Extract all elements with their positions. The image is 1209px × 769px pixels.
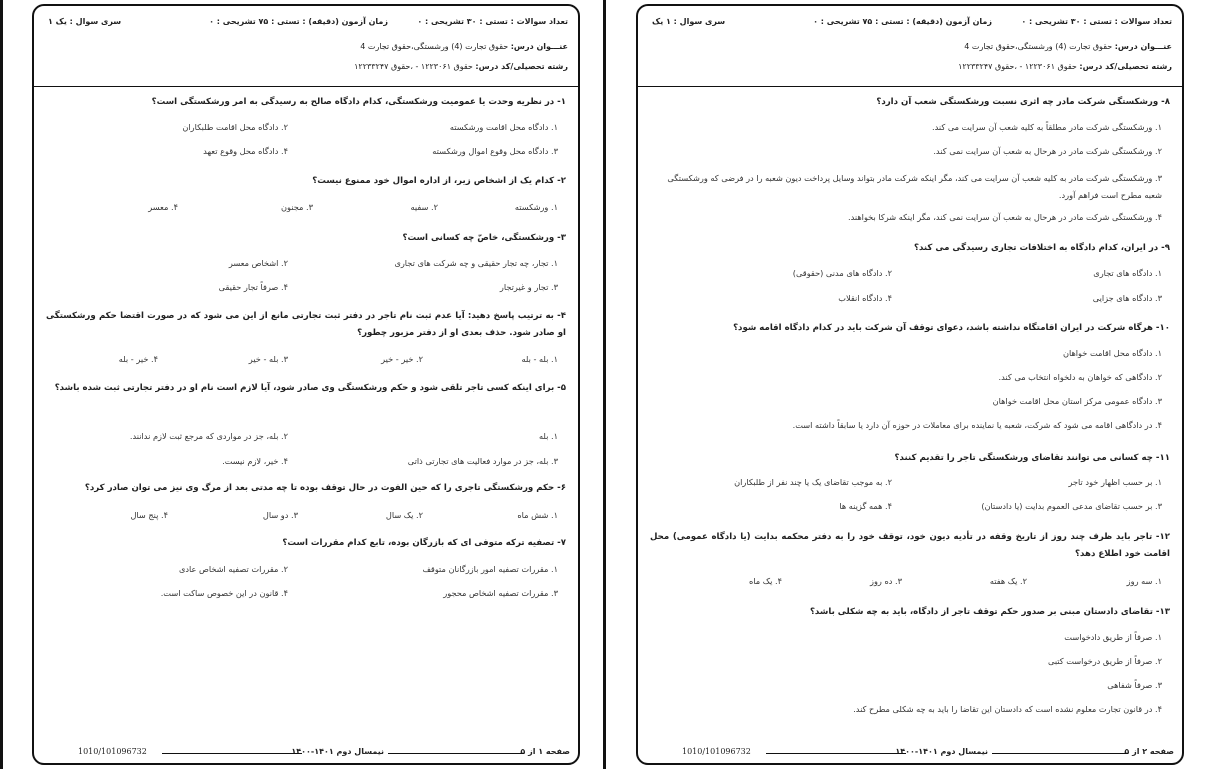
option: ۱. دادگاه های تجاری: [1093, 268, 1162, 278]
option: ۴. خیر - بله: [118, 354, 158, 364]
option: ۴. در قانون تجارت معلوم نشده است که دادستان این تقاضا را باید به چه شکلی مطرح کند.: [853, 704, 1162, 714]
field-code: [354, 62, 568, 71]
option: ۴. دادگاه انقلاب: [838, 293, 892, 303]
option: ۴. ورشکستگی شرکت مادر در هرحال به شعب آن سرایت نمی کند، مگر اینکه شرکا بخواهند.: [847, 212, 1162, 222]
course-title-key: عنـــوان درس:: [510, 42, 568, 51]
option: ۳. دو سال: [262, 510, 298, 520]
option: ۱. بر حسب اظهار خود تاجر: [1068, 477, 1162, 487]
option: ۱. ورشکسته: [514, 202, 558, 212]
question-text: ۱۲- تاجر باید ظرف چند روز از تاریخ وقفه در تأدیه دیون خود، توقف خود را به دفتر محکمه بدایت (یا دادگاه عمومی) محل اقامت خود اطلاع دهد؟: [650, 532, 1170, 559]
option: ۲. مقررات تصفیه اشخاص عادی: [178, 564, 288, 574]
option: ۲. دادگاه های مدنی (حقوقی): [792, 268, 892, 278]
question-text: ۴- به ترتیب پاسخ دهید: آیا عدم ثبت نام تاجر در دفتر ثبت تجارتی مانع از این می شود که در صورت اقتضا حکم ورشکستگی او صادر شود. حذف بعدی او از دفتر مزبور چطور؟: [46, 311, 566, 338]
question-text: ۵- برای اینکه کسی تاجر تلقی شود و حکم ورشکستگی وی صادر شود، آیا لازم است نام او در دفتر تجارتی ثبت شده باشد؟: [54, 383, 566, 393]
page-divider-middle: [603, 0, 606, 769]
field-code-value: حقوق ۱۲۲۳۰۶۱ - ،حقوق ۱۲۲۳۳۲۴۷: [354, 62, 476, 71]
option: ۴. یک ماه: [749, 576, 782, 586]
option: ۱. دادگاه محل اقامت خواهان: [1062, 348, 1162, 358]
course-title: [360, 42, 568, 51]
exam-page-2: [636, 4, 1184, 765]
option: ۴. معسر: [148, 202, 178, 212]
option: ۳. بر حسب تقاضای مدعی العموم بدایت (یا دادستان): [981, 501, 1162, 511]
semester-label: نیمسال دوم ۱۴۰۱-۱۴۰۰: [895, 747, 988, 756]
option: ۲. خیر - خیر: [381, 354, 423, 364]
page-number: صفحه ۱ از ۵: [520, 747, 570, 756]
option: ۴. پنج سال: [130, 510, 168, 520]
question-text: ۲- کدام یک از اشخاص زیر، از اداره اموال خود ممنوع نیست؟: [312, 176, 566, 186]
field-code: [958, 62, 1172, 71]
course-title-value: حقوق تجارت (4) ورشستگی،حقوق تجارت 4: [360, 42, 511, 51]
field-code-key: رشته تحصیلی/کد درس:: [1079, 62, 1172, 71]
option: ۳. دادگاه محل وقوع اموال ورشکسته: [432, 146, 558, 156]
option: ۴. صرفاً تجار حقیقی: [218, 282, 288, 292]
footer-rule: [766, 753, 906, 754]
course-title-value: حقوق تجارت (4) ورشستگی،حقوق تجارت 4: [964, 42, 1115, 51]
option: ۲. سفیه: [410, 202, 438, 212]
option: ۲. دادگاه محل اقامت طلبکاران: [182, 122, 288, 132]
option: ۳. مجنون: [281, 202, 313, 212]
option: ۲. یک سال: [385, 510, 423, 520]
question-text: ۱- در نظریه وحدت یا عمومیت ورشکستگی، کدام دادگاه صالح به رسیدگی به امر ورشکستگی است؟: [151, 97, 566, 107]
option: ۴. دادگاه محل وقوع تعهد: [203, 146, 288, 156]
option: ۴. قانون در این خصوص ساکت است.: [160, 588, 288, 598]
option: ۳. دادگاه های جزایی: [1092, 293, 1162, 303]
option: ۱. شش ماه: [517, 510, 558, 520]
question-text: ۱۳- تقاضای دادستان مبنی بر صدور حکم توقف تاجر از دادگاه، باید به چه شکلی باشد؟: [809, 607, 1170, 617]
option: ۴. در دادگاهی اقامه می شود که شرکت، شعبه یا نماینده برای معاملات در حوزه آن دارد یا سابقاً داشته است.: [792, 420, 1162, 430]
exam-code: 1010/101096732: [78, 747, 147, 756]
option: ۱. صرفاً از طریق دادخواست: [1064, 632, 1162, 642]
exam-time: زمان آزمون (دقیقه) : تستی : ۷۵ تشریحی : ۰: [813, 17, 992, 26]
exam-code: 1010/101096732: [682, 747, 751, 756]
option: ۱. دادگاه محل اقامت ورشکسته: [449, 122, 558, 132]
exam-time: زمان آزمون (دقیقه) : تستی : ۷۵ تشریحی : ۰: [209, 17, 388, 26]
question-text: ۱۱- چه کسانی می توانند تقاضای ورشکستگی تاجر را تقدیم کنند؟: [894, 453, 1170, 463]
course-title-key: عنـــوان درس:: [1114, 42, 1172, 51]
option: ۳. تجار و غیرتجار: [499, 282, 558, 292]
option: ۳. ورشکستگی شرکت مادر به کلیه شعب آن سرایت می کند، مگر اینکه شرکت مادر بتواند وسایل پرداخت دیون شعبه را در فرضی که ورشکستگی شعبه مطرح است فراهم آورد.: [667, 173, 1162, 200]
option: ۲. به موجب تقاضای یک یا چند نفر از طلبکاران: [734, 477, 892, 487]
option: ۱. بله: [539, 431, 558, 441]
option: ۴. خیر، لازم نیست.: [222, 456, 288, 466]
question-text: ۱۰- هرگاه شرکت در ایران اقامتگاه نداشته باشد، دعوای توقف آن شرکت باید در کدام دادگاه اقامه شود؟: [733, 323, 1170, 333]
option: ۲. اشخاص معسر: [228, 258, 288, 268]
course-title: [964, 42, 1172, 51]
option: ۱. بله - بله: [521, 354, 558, 364]
option: ۳. مقررات تصفیه اشخاص محجور: [443, 588, 558, 598]
field-code-value: حقوق ۱۲۲۳۰۶۱ - ،حقوق ۱۲۲۳۳۲۴۷: [958, 62, 1080, 71]
page-footer: [38, 747, 574, 759]
option: ۳. ده روز: [869, 576, 902, 586]
option: ۱. تجار، چه تجار حقیقی و چه شرکت های تجاری: [394, 258, 558, 268]
question-series: سری سوال : یک ۱: [48, 17, 122, 26]
question-text: ۷- تصفیه ترکه متوفی ای که بازرگان بوده، تابع کدام مقررات است؟: [282, 538, 566, 548]
option: ۳. صرفاً شفاهی: [1107, 680, 1162, 690]
field-code-key: رشته تحصیلی/کد درس:: [475, 62, 568, 71]
question-text: ۸- ورشکستگی شرکت مادر چه اثری نسبت ورشکستگی شعب آن دارد؟: [876, 97, 1170, 107]
option: ۳. بله، جز در موارد فعالیت های تجارتی ذاتی: [407, 456, 558, 466]
option: ۲. بله، جز در مواردی که مرجع ثبت لازم ندانند.: [129, 431, 288, 441]
question-count: تعداد سوالات : تستی : ۳۰ تشریحی : ۰: [1021, 17, 1172, 26]
option: ۱. مقررات تصفیه امور بازرگانان متوقف: [422, 564, 558, 574]
page-header: [34, 6, 578, 87]
option: ۳. دادگاه عمومی مرکز استان محل اقامت خواهان: [992, 396, 1162, 406]
semester-label: نیمسال دوم ۱۴۰۱-۱۴۰۰: [291, 747, 384, 756]
question-text: ۶- حکم ورشکستگی تاجری را که حین الفوت در حال توقف بوده تا چه مدتی بعد از مرگ وی نیز می توان صادر کرد؟: [84, 483, 566, 493]
option: ۲. صرفاً از طریق درخواست کتبی: [1048, 656, 1162, 666]
question-text: ۳- ورشکستگی، خاصّ چه کسانی است؟: [402, 233, 566, 243]
option: ۱. سه روز: [1126, 576, 1162, 586]
option: ۱. ورشکستگی شرکت مادر مطلقاً به کلیه شعب آن سرایت می کند.: [931, 122, 1162, 132]
exam-page-1: [32, 4, 580, 765]
footer-rule: [388, 753, 524, 754]
page-header: [638, 6, 1182, 87]
question-text: ۹- در ایران، کدام دادگاه به اختلافات تجاری رسیدگی می کند؟: [913, 243, 1170, 253]
page-divider-left: [0, 0, 3, 769]
footer-rule: [992, 753, 1128, 754]
footer-rule: [162, 753, 302, 754]
option: ۲. دادگاهی که خواهان به دلخواه انتخاب می کند.: [998, 372, 1162, 382]
page-footer: [642, 747, 1178, 759]
question-count: تعداد سوالات : تستی : ۳۰ تشریحی : ۰: [417, 17, 568, 26]
option: ۲. ورشکستگی شرکت مادر در هرحال به شعب آن سرایت نمی کند.: [933, 146, 1162, 156]
option: ۴. همه گزینه ها: [839, 501, 892, 511]
option: ۲. یک هفته: [989, 576, 1027, 586]
page-number: صفحه ۲ از ۵: [1124, 747, 1174, 756]
question-series: سری سوال : ۱ یک: [652, 17, 726, 26]
option: ۳. بله - خیر: [248, 354, 288, 364]
